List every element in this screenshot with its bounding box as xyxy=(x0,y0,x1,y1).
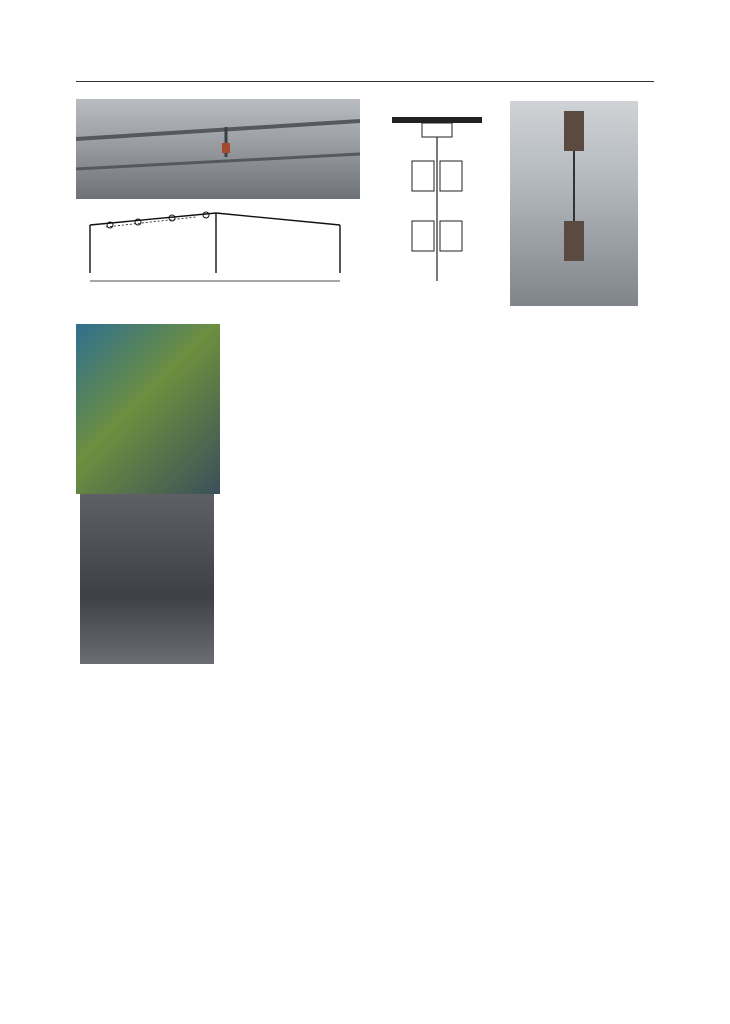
strut-photo xyxy=(510,101,638,306)
anchor-photo-closeup xyxy=(76,324,220,494)
left-column xyxy=(76,95,360,666)
gauge-layout-diagram xyxy=(76,203,360,313)
installation-photo xyxy=(76,99,360,199)
figure-15 xyxy=(76,324,360,664)
figure-14 xyxy=(76,203,360,320)
figure-16 xyxy=(372,101,502,313)
figures-16-17 xyxy=(372,101,656,313)
anchor-photo-installed xyxy=(80,494,214,664)
right-column xyxy=(372,95,656,313)
figure-13 xyxy=(76,99,360,199)
strut-detail-drawing xyxy=(372,101,502,306)
figure-15-photos xyxy=(76,324,360,664)
copyright-footer xyxy=(0,985,730,1005)
installation-photo-sketch xyxy=(76,99,360,199)
strut-photo-sketch xyxy=(510,101,638,306)
figure-17 xyxy=(510,101,646,313)
running-header xyxy=(76,56,654,82)
